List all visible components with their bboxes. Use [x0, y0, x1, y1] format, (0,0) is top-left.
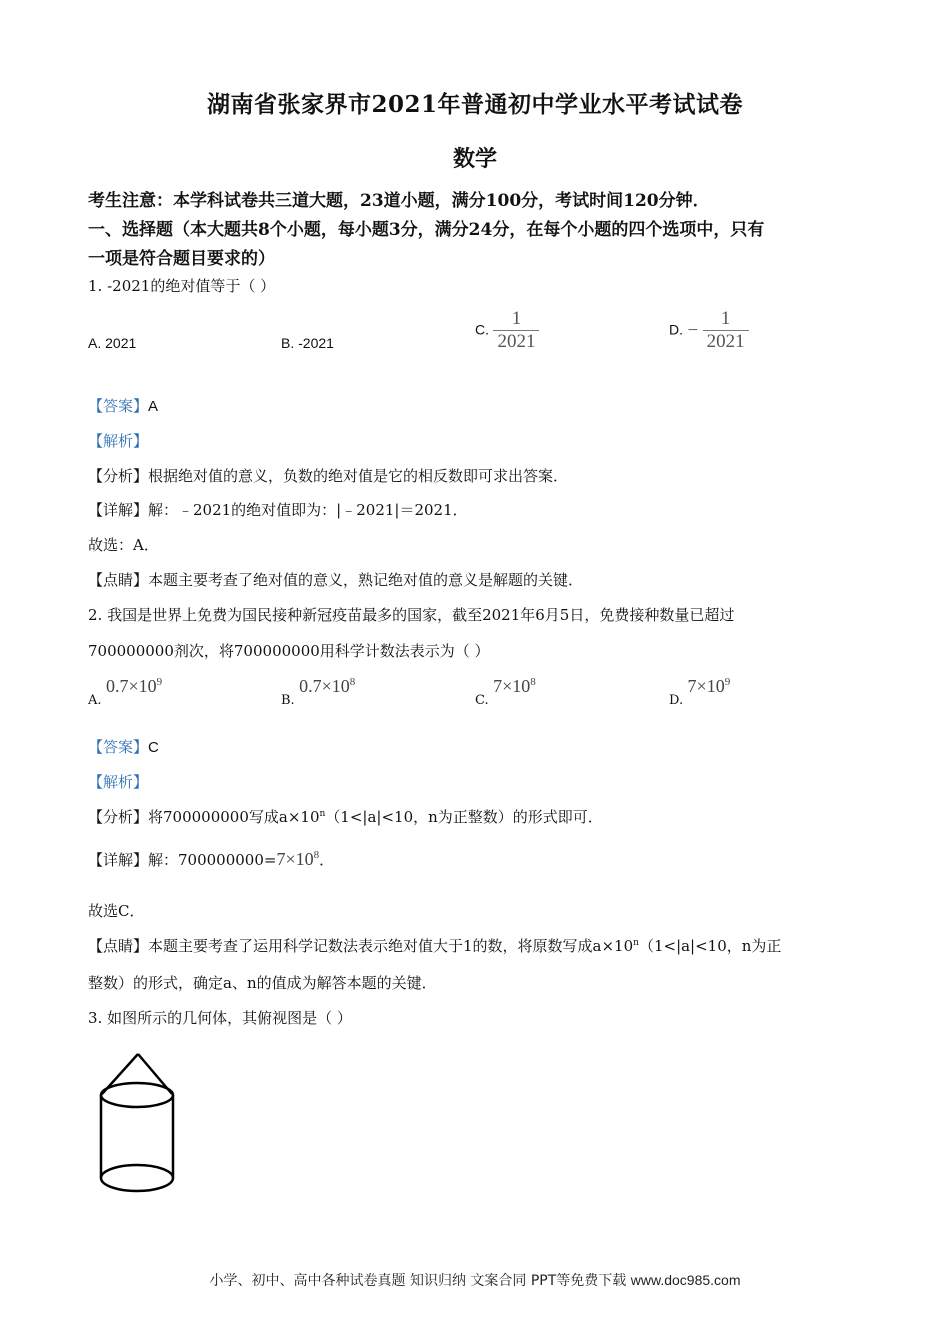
q1-analysis-tag: 【解析】	[88, 432, 149, 450]
q1-comment: 【点睛】本题主要考查了绝对值的意义，熟记绝对值的意义是解题的关键．	[88, 571, 584, 589]
q2-choice: 故选C．	[88, 902, 145, 920]
q2-analysis: 【分析】将700000000写成$a\times 10^n(1<|a|<10$，n为正整数）的形式即可．	[88, 808, 603, 826]
cylinder-top-ellipse	[101, 1083, 173, 1107]
q1-answer: 【答案】A	[88, 397, 159, 415]
exam-notice: 考生注意：本学科试卷共三道大题，23道小题，满分100分，考试时间120分钟．	[88, 191, 710, 211]
exam-title: 湖南省张家界市2021年普通初中学业水平考试试卷	[206, 91, 743, 118]
q2-option-a: A. $0.7\times 10^9$	[88, 676, 163, 708]
q2-option-b: B. $0.7\times 10^8$	[281, 676, 356, 708]
q2-stem-line1: 2. 我国是世界上免费为国民接种新冠疫苗最多的国家，截至2021年6月5日，免费接种数量已超过	[88, 606, 735, 624]
q1-option-d: D. − $\frac{1}{2021}$	[669, 308, 749, 353]
q1-option-a: A. 2021	[88, 335, 137, 351]
q1-stem: 1. -2021的绝对值等于（ ）	[88, 277, 276, 295]
fraction: $\frac{1}{2021}$	[493, 308, 539, 353]
page-footer: 小学、初中、高中各种试卷真题 知识归纳 文案合同 PPT等免费下载 www.doc985.com	[209, 1272, 741, 1289]
q2-comment-line1: 【点睛】本题主要考查了运用科学记数法表示绝对值大于1的数，将原数写成$a\times 10^n(1<|a|<10$，n为正	[88, 937, 782, 955]
q3-stem: 3. 如图所示的几何体，其俯视图是（ ）	[88, 1009, 352, 1027]
q2-comment-line2: 整数）的形式，确定a、n的值成为解答本题的关键．	[88, 974, 437, 992]
q2-analysis-tag: 【解析】	[88, 773, 149, 791]
minus-sign: −	[687, 319, 699, 341]
cylinder-bottom-ellipse	[101, 1165, 173, 1191]
exam-subject: 数学	[452, 146, 497, 172]
q1-choice: 故选：A．	[88, 536, 159, 554]
section1-heading-line1: 一、选择题（本大题共8个小题，每小题3分，满分24分，在每个小题的四个选项中，只有	[88, 220, 765, 240]
q1-detail: 【详解】解：﹣2021的绝对值即为：|﹣2021|＝2021．	[88, 501, 468, 519]
footer-url[interactable]: www.doc985.com	[630, 1272, 741, 1288]
q2-option-d: D. $7\times 10^9$	[669, 676, 731, 708]
fraction: $\frac{1}{2021}$	[703, 308, 749, 353]
cone-on-cylinder-figure	[92, 1050, 192, 1200]
q1-option-c: C. $\frac{1}{2021}$	[475, 308, 539, 353]
q1-option-b: B. -2021	[281, 335, 334, 351]
section1-heading-line2: 一项是符合题目要求的）	[88, 249, 275, 269]
q2-answer: 【答案】C	[88, 738, 159, 756]
q2-stem-line2: 700000000剂次，将700000000用科学计数法表示为（ ）	[88, 642, 490, 660]
q2-option-c: C. $7\times 10^8$	[475, 676, 536, 708]
q2-detail: 【详解】解：$700000000=7\times 10^8$．	[88, 849, 335, 869]
q1-analysis: 【分析】根据绝对值的意义，负数的绝对值是它的相反数即可求出答案．	[88, 467, 569, 485]
